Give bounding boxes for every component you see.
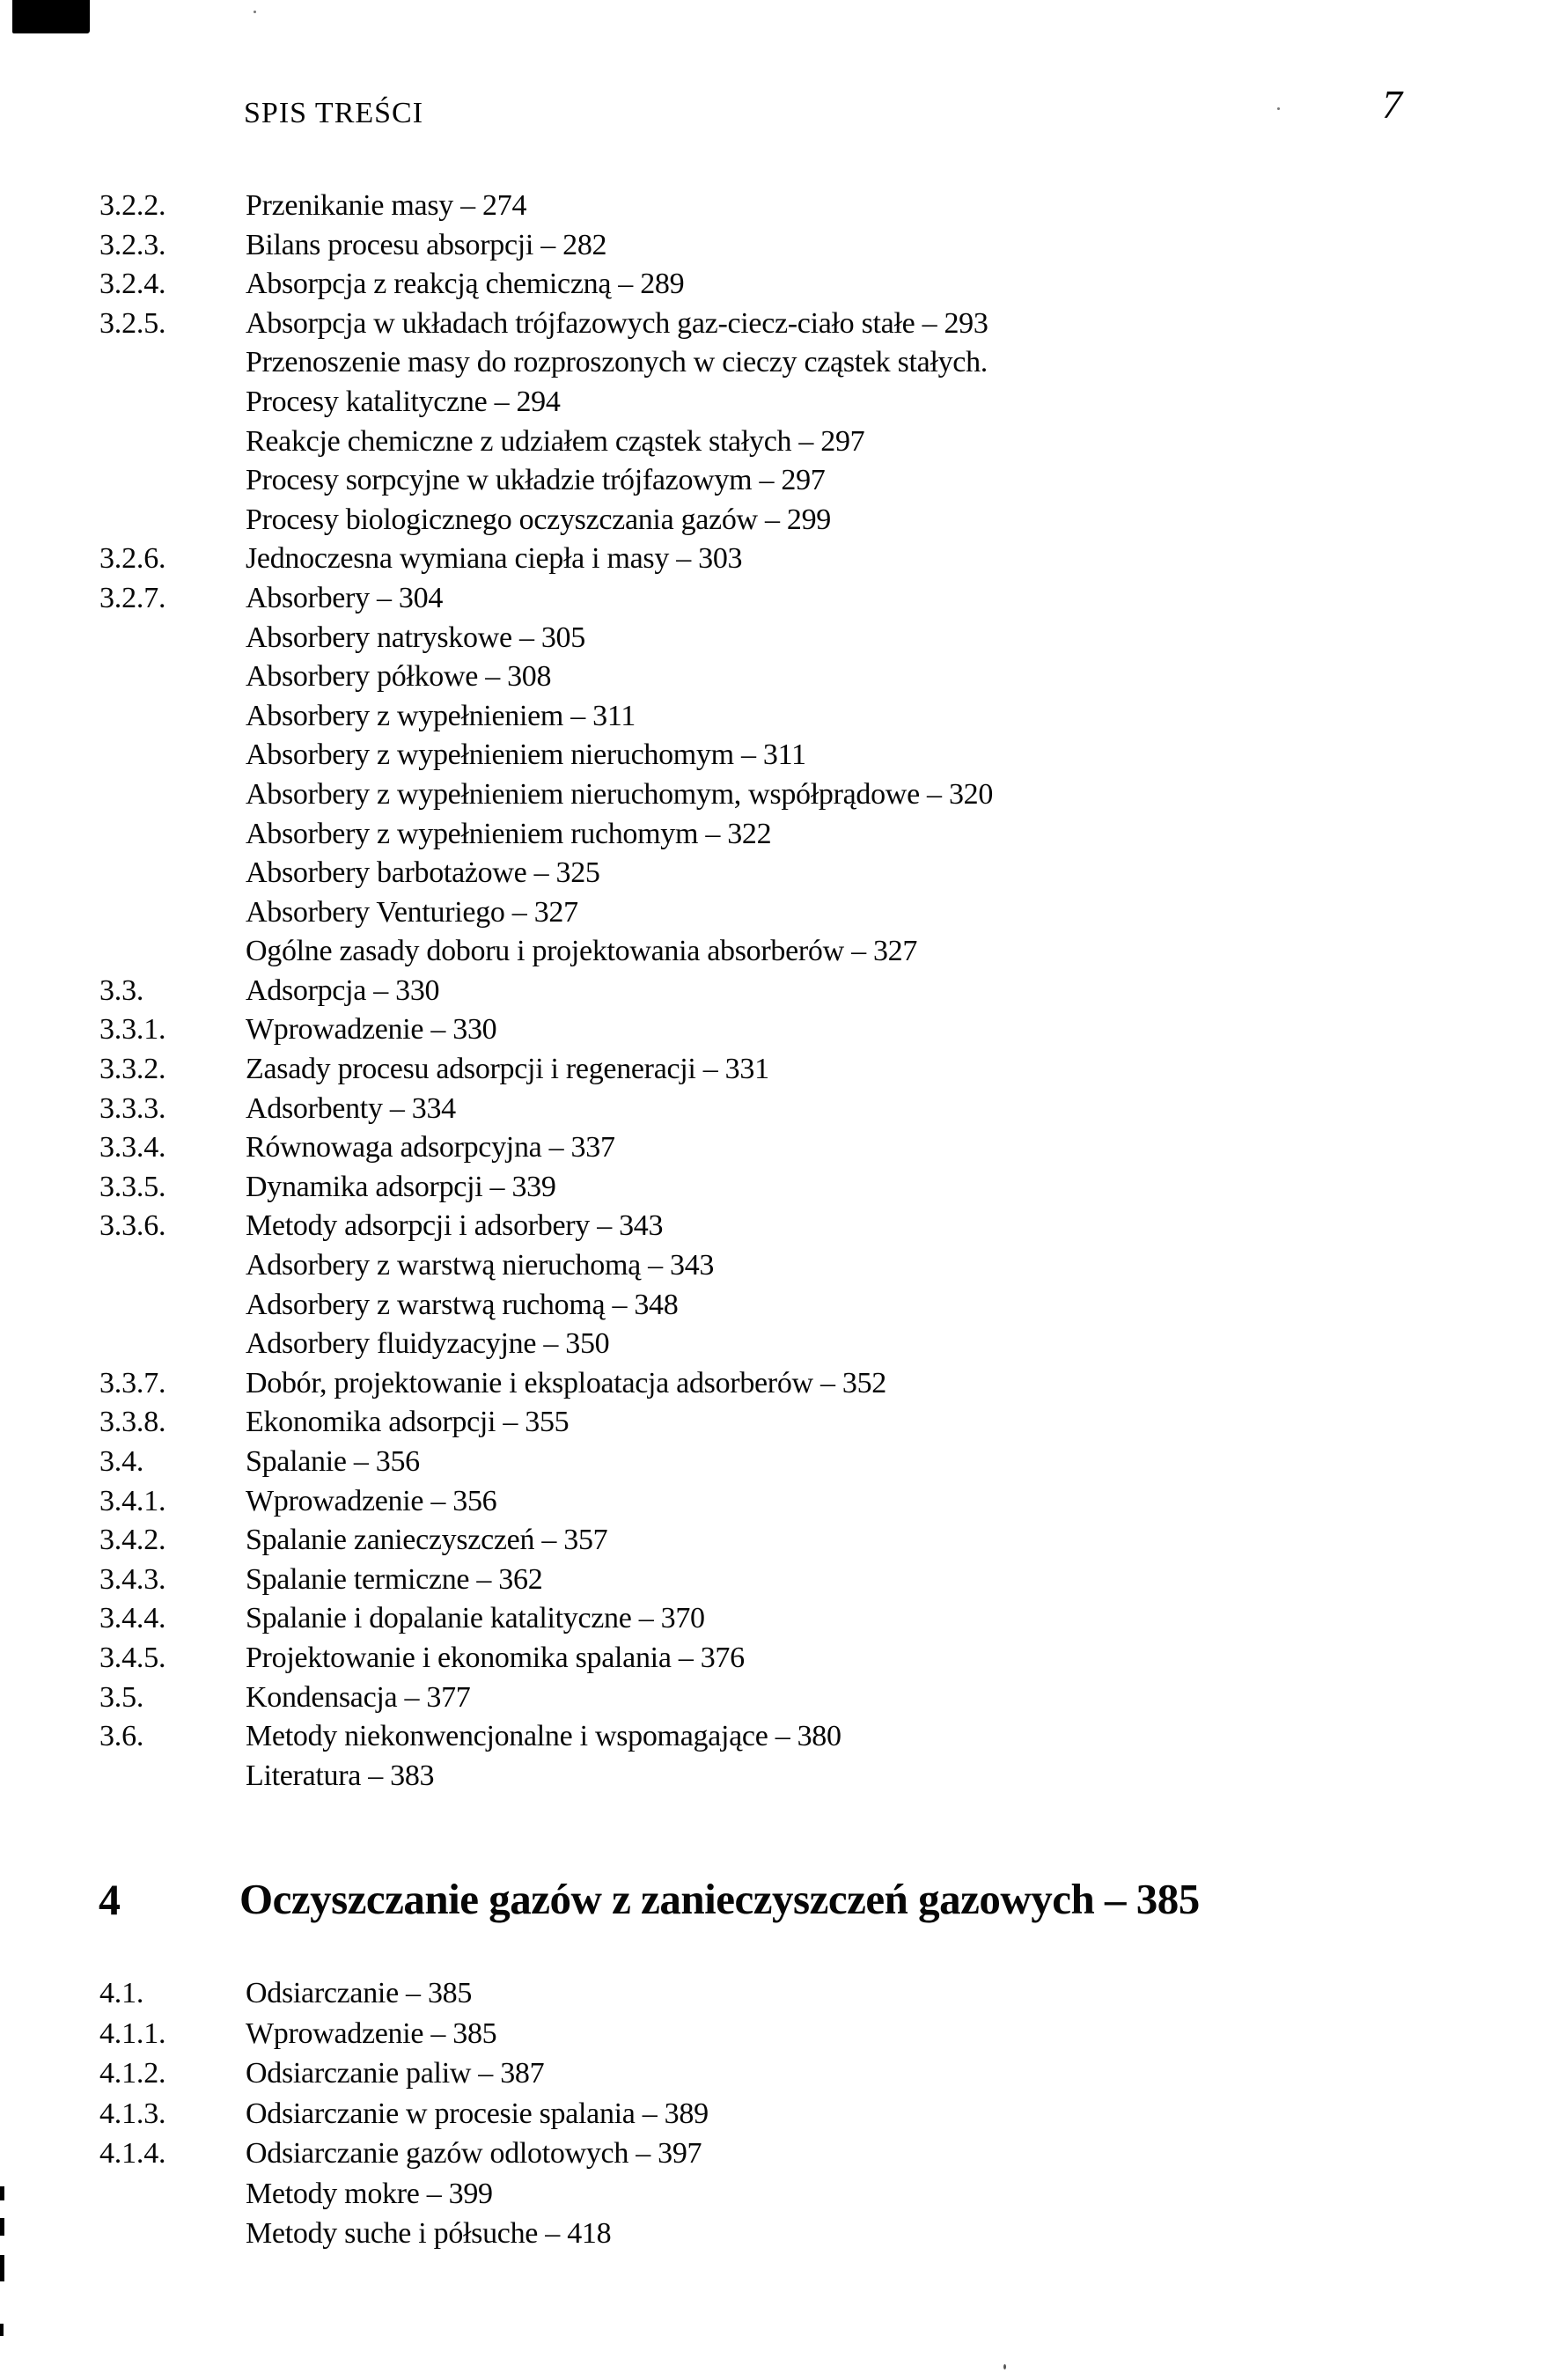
toc-entry-number: 4.1.4. [99,2137,166,2170]
toc-entry [0,1168,1558,1208]
toc-entry [0,461,1558,501]
toc-entry-title: Ogólne zasady doboru i projektowania absorberów – 327 [246,935,918,968]
toc-entry [0,2174,1558,2215]
toc-entry [0,972,1558,1011]
toc-entry-title: Spalanie i dopalanie katalityczne – 370 [246,1602,705,1635]
toc-entry-number: 3.3.1. [99,1013,166,1047]
toc-entry-number: 3.4.2. [99,1524,166,1557]
toc-entry [0,305,1558,344]
toc-entry-title: Bilans procesu absorpcji – 282 [246,228,607,261]
toc-entry-title: Wprowadzenie – 330 [246,1013,497,1047]
toc-entry-title: Spalanie zanieczyszczeń – 357 [246,1524,608,1557]
toc-entry [0,1757,1558,1796]
toc-entry-number: 3.2.7. [99,581,166,614]
toc-entry-title: Absorbery barbotażowe – 325 [246,856,600,890]
toc-entry [0,540,1558,579]
toc-entry [0,1010,1558,1050]
toc-entry-title: Wprowadzenie – 356 [246,1484,497,1517]
toc-entry [0,1286,1558,1326]
toc-entry-number: 3.2.2. [99,189,166,222]
toc-entry [0,1128,1558,1168]
toc-entry-title: Zasady procesu adsorpcji i regeneracji – 331 [246,1053,769,1086]
toc-entry [0,697,1558,737]
toc-entry-number: 3.4.3. [99,1562,166,1596]
toc-entry [0,815,1558,855]
scan-artifact-left-edge-tick [0,2255,4,2281]
toc-entry-title: Dobór, projektowanie i eksploatacja adsorberów – 352 [246,1366,886,1399]
toc-entry [0,1482,1558,1522]
toc-entry-title: Metody suche i półsuche – 418 [246,2217,612,2250]
toc-entry [0,383,1558,422]
toc-entry [0,1521,1558,1561]
toc-entry-title: Adsorbery z warstwą ruchomą – 348 [246,1288,679,1321]
toc-entry [0,736,1558,775]
toc-entry [0,1678,1558,1718]
toc-entry [0,501,1558,540]
toc-entry-number: 3.4.1. [99,1484,166,1517]
toc-entry-title: Przenikanie masy – 274 [246,189,527,222]
toc-entry-title: Dynamika adsorpcji – 339 [246,1170,556,1203]
toc-entry [0,343,1558,383]
toc-entry [0,932,1558,972]
toc-entry-title: Odsiarczanie – 385 [246,1977,473,2009]
toc-entry-number: 3.3.5. [99,1170,166,1203]
toc-entry-title: Równowaga adsorpcyjna – 337 [246,1131,615,1164]
toc-entry [0,1325,1558,1364]
toc-entry [0,579,1558,619]
toc-entry-number: 3.3.8. [99,1406,166,1439]
toc-entry-title: Absorpcja z reakcją chemiczną – 289 [246,268,685,301]
toc-entry-title: Adsorbery z warstwą nieruchomą – 343 [246,1249,715,1282]
toc-entry-title: Spalanie termiczne – 362 [246,1562,543,1596]
toc-entry-title: Metody niekonwencjonalne i wspomagające – 380 [246,1720,841,1753]
toc-entry [0,1246,1558,1286]
toc-entry [0,1561,1558,1600]
toc-entry-title: Absorbery z wypełnieniem nieruchomym, współprądowe – 320 [246,777,994,811]
toc-entry-number: 4.1.2. [99,2057,166,2090]
toc-entry-number: 3.2.5. [99,306,166,340]
toc-entry-title: Absorbery z wypełnieniem nieruchomym – 311 [246,738,806,772]
toc-entry-title: Odsiarczanie w procesie spalania – 389 [246,2097,709,2130]
toc-entry [0,657,1558,697]
toc-entry-title: Metody adsorpcji i adsorbery – 343 [246,1209,664,1243]
toc-entry-title: Procesy katalityczne – 294 [246,385,561,418]
scan-artifact-top-left-blob [12,0,90,33]
toc-entry-number: 3.6. [99,1720,144,1753]
toc-entry [0,1599,1558,1639]
toc-entry-title: Literatura – 383 [246,1759,435,1792]
toc-entry [0,1364,1558,1404]
toc-entry [0,187,1558,226]
toc-entry [0,2134,1558,2174]
toc-entry-title: Absorpcja w układach trójfazowych gaz-ciecz-ciało stałe – 293 [246,306,988,340]
toc-entry-title: Adsorbenty – 334 [246,1091,456,1125]
toc-entry-number: 3.3. [99,973,144,1007]
toc-entry [0,226,1558,266]
toc-entry-number: 3.3.6. [99,1209,166,1243]
toc-entry-number: 4.1.3. [99,2097,166,2130]
toc-entry [0,1050,1558,1090]
scan-artifact-left-edge-tick [0,2324,4,2336]
toc-entry-title: Wprowadzenie – 385 [246,2016,497,2050]
toc-entry [0,619,1558,658]
toc-entry-title: Odsiarczanie gazów odlotowych – 397 [246,2137,702,2170]
toc-entry-title: Absorbery z wypełnieniem – 311 [246,699,636,732]
page-number: 7 [1382,82,1402,127]
toc-entry [0,2094,1558,2134]
toc-entry [0,265,1558,305]
toc-entry [0,775,1558,815]
toc-entry-title: Adsorpcja – 330 [246,973,440,1007]
toc-entry-number: 3.4.5. [99,1641,166,1674]
toc-entry-title: Adsorbery fluidyzacyjne – 350 [246,1327,610,1361]
toc-entry [0,1090,1558,1129]
scan-speck [1277,107,1280,110]
toc-entry-title: Odsiarczanie paliw – 387 [246,2057,545,2090]
toc-entry-title: Reakcje chemiczne z udziałem cząstek stałych – 297 [246,424,865,458]
toc-entry-title: Procesy biologicznego oczyszczania gazów – 299 [246,503,832,536]
toc-entry-title: Absorbery natryskowe – 305 [246,621,585,654]
toc-entry [0,2053,1558,2094]
toc-entry-number: 4.1. [99,1977,144,2009]
toc-entry [0,2214,1558,2254]
scan-speck [1003,2364,1006,2369]
toc-entry-title: Absorbery z wypełnieniem ruchomym – 322 [246,817,772,850]
toc-chapter-number: 4 [99,1875,121,1924]
toc-entry [0,854,1558,893]
toc-entry [0,1639,1558,1678]
toc-entry-title: Absorbery Venturiego – 327 [246,895,578,929]
toc-entry-number: 3.3.2. [99,1053,166,1086]
toc-entry-title: Procesy sorpcyjne w układzie trójfazowym – 297 [246,464,826,497]
toc-entry-number: 3.3.3. [99,1091,166,1125]
toc-entry-title: Absorbery – 304 [246,581,444,614]
toc-entry [0,893,1558,933]
toc-entry-number: 3.2.3. [99,228,166,261]
toc-entry-number: 3.3.4. [99,1131,166,1164]
toc-entry-number: 3.2.4. [99,268,166,301]
toc-entry [0,1443,1558,1482]
toc-entry [0,2014,1558,2054]
toc-entry-number: 3.4. [99,1445,144,1478]
toc-entry-number: 3.3.7. [99,1366,166,1399]
toc-entry [0,422,1558,462]
scan-speck [254,11,256,13]
toc-entry-number: 3.5. [99,1680,144,1714]
toc-entry-title: Projektowanie i ekonomika spalania – 376 [246,1641,745,1674]
toc-entry-number: 3.4.4. [99,1602,166,1635]
page-header-title: SPIS TREŚCI [244,97,424,129]
toc-entry [0,1973,1558,2014]
toc-entry-title: Absorbery półkowe – 308 [246,660,552,694]
toc-section-3-list [0,187,1558,1796]
toc-entry-title: Spalanie – 356 [246,1445,420,1478]
toc-section-4-list [0,1973,1558,2254]
toc-entry-title: Przenoszenie masy do rozproszonych w cieczy cząstek stałych. [246,346,988,379]
toc-chapter-title: Oczyszczanie gazów z zanieczyszczeń gazowych – 385 [239,1875,1200,1923]
toc-entry [0,1207,1558,1246]
toc-entry-number: 3.2.6. [99,542,166,576]
toc-entry [0,1403,1558,1443]
toc-chapter-heading [0,1868,1558,1931]
toc-entry [0,1717,1558,1757]
toc-entry-title: Jednoczesna wymiana ciepła i masy – 303 [246,542,743,576]
toc-entry-number: 4.1.1. [99,2016,166,2050]
toc-entry-title: Ekonomika adsorpcji – 355 [246,1406,570,1439]
toc-entry-title: Kondensacja – 377 [246,1680,471,1714]
toc-entry-title: Metody mokre – 399 [246,2177,493,2210]
